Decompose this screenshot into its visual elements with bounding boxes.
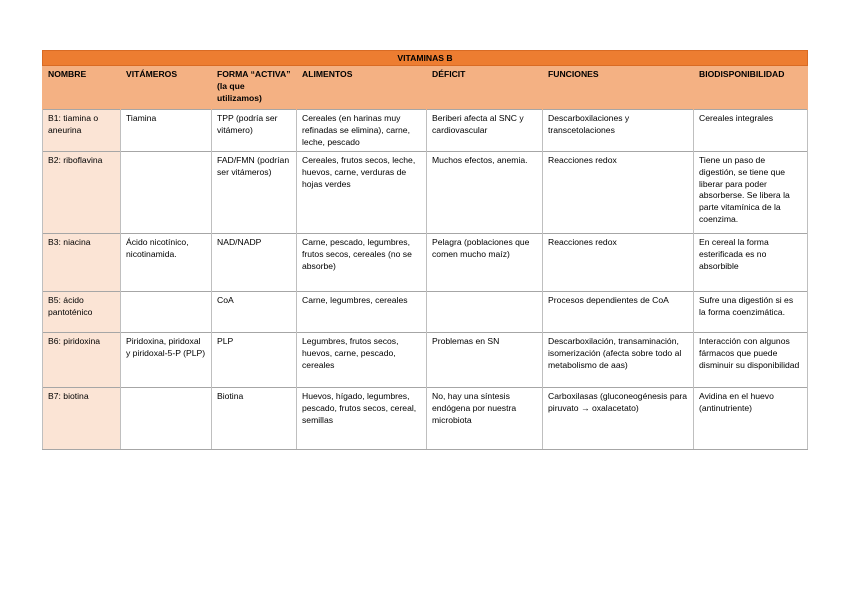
table-row-b5: [43, 292, 808, 333]
cell-alimentos: Legumbres, frutos secos, huevos, carne, pescado, cereales: [297, 333, 427, 388]
cell-forma-activa: Biotina: [212, 388, 297, 450]
table-row-b7: [43, 388, 808, 450]
cell-biodisponibilidad: Cereales integrales: [694, 110, 808, 152]
cell-nombre: B5: ácido pantoténico: [43, 292, 121, 333]
cell-nombre: B7: biotina: [43, 388, 121, 450]
header-alimentos: ALIMENTOS: [297, 66, 427, 110]
cell-funciones: Descarboxilaciones y transcetolaciones: [543, 110, 694, 152]
cell-alimentos: Carne, legumbres, cereales: [297, 292, 427, 333]
cell-nombre: B6: piridoxina: [43, 333, 121, 388]
cell-forma-activa: PLP: [212, 333, 297, 388]
cell-nombre: B3: niacina: [43, 234, 121, 292]
cell-deficit: Muchos efectos, anemia.: [427, 152, 543, 234]
cell-forma-activa: NAD/NADP: [212, 234, 297, 292]
cell-vitameros: Tiamina: [121, 110, 212, 152]
header-nombre: NOMBRE: [43, 66, 121, 110]
table-row-b2: [43, 152, 808, 234]
cell-vitameros: [121, 152, 212, 234]
cell-deficit: No, hay una síntesis endógena por nuestra microbiota: [427, 388, 543, 450]
cell-biodisponibilidad: Tiene un paso de digestión, se tiene que liberar para poder absorberse. Se libera la parte vitamínica de la coenzima.: [694, 152, 808, 234]
header-forma-activa: FORMA “ACTIVA” (la que utilizamos): [212, 66, 297, 110]
cell-deficit: Problemas en SN: [427, 333, 543, 388]
cell-funciones: Reacciones redox: [543, 152, 694, 234]
header-vitameros: VITÁMEROS: [121, 66, 212, 110]
cell-biodisponibilidad: En cereal la forma esterificada es no absorbible: [694, 234, 808, 292]
cell-nombre: B1: tiamina o aneurina: [43, 110, 121, 152]
cell-alimentos: Carne, pescado, legumbres, frutos secos, cereales (no se absorbe): [297, 234, 427, 292]
cell-vitameros: Piridoxina, piridoxal y piridoxal-5-P (PLP): [121, 333, 212, 388]
cell-vitameros: [121, 292, 212, 333]
cell-vitameros: [121, 388, 212, 450]
cell-vitameros: Ácido nicotínico, nicotinamida.: [121, 234, 212, 292]
cell-biodisponibilidad: Avidina en el huevo (antinutriente): [694, 388, 808, 450]
table-title-row: [43, 51, 808, 66]
vitaminas-b-table: [42, 50, 808, 450]
cell-alimentos: Cereales, frutos secos, leche, huevos, carne, verduras de hojas verdes: [297, 152, 427, 234]
cell-funciones: Reacciones redox: [543, 234, 694, 292]
header-funciones: FUNCIONES: [543, 66, 694, 110]
cell-biodisponibilidad: Sufre una digestión si es la forma coenzimática.: [694, 292, 808, 333]
cell-biodisponibilidad: Interacción con algunos fármacos que puede disminuir su disponibilidad: [694, 333, 808, 388]
table-header-row: [43, 66, 808, 110]
cell-funciones: Procesos dependientes de CoA: [543, 292, 694, 333]
table-row-b1: [43, 110, 808, 152]
header-deficit: DÉFICIT: [427, 66, 543, 110]
cell-funciones: Carboxilasas (gluconeogénesis para piruvato → oxalacetato): [543, 388, 694, 450]
cell-alimentos: Cereales (en harinas muy refinadas se elimina), carne, leche, pescado: [297, 110, 427, 152]
table-row-b6: [43, 333, 808, 388]
header-biodisponibilidad: BIODISPONIBILIDAD: [694, 66, 808, 110]
cell-deficit: Beriberi afecta al SNC y cardiovascular: [427, 110, 543, 152]
cell-nombre: B2: riboflavina: [43, 152, 121, 234]
cell-forma-activa: TPP (podría ser vitámero): [212, 110, 297, 152]
cell-forma-activa: FAD/FMN (podrían ser vitámeros): [212, 152, 297, 234]
cell-funciones: Descarboxilación, transaminación, isomerización (afecta sobre todo al metabolismo de aas): [543, 333, 694, 388]
table-row-b3: [43, 234, 808, 292]
table-title: VITAMINAS B: [43, 51, 808, 66]
cell-alimentos: Huevos, hígado, legumbres, pescado, frutos secos, cereal, semillas: [297, 388, 427, 450]
cell-deficit: [427, 292, 543, 333]
cell-deficit: Pelagra (poblaciones que comen mucho maíz): [427, 234, 543, 292]
cell-forma-activa: CoA: [212, 292, 297, 333]
